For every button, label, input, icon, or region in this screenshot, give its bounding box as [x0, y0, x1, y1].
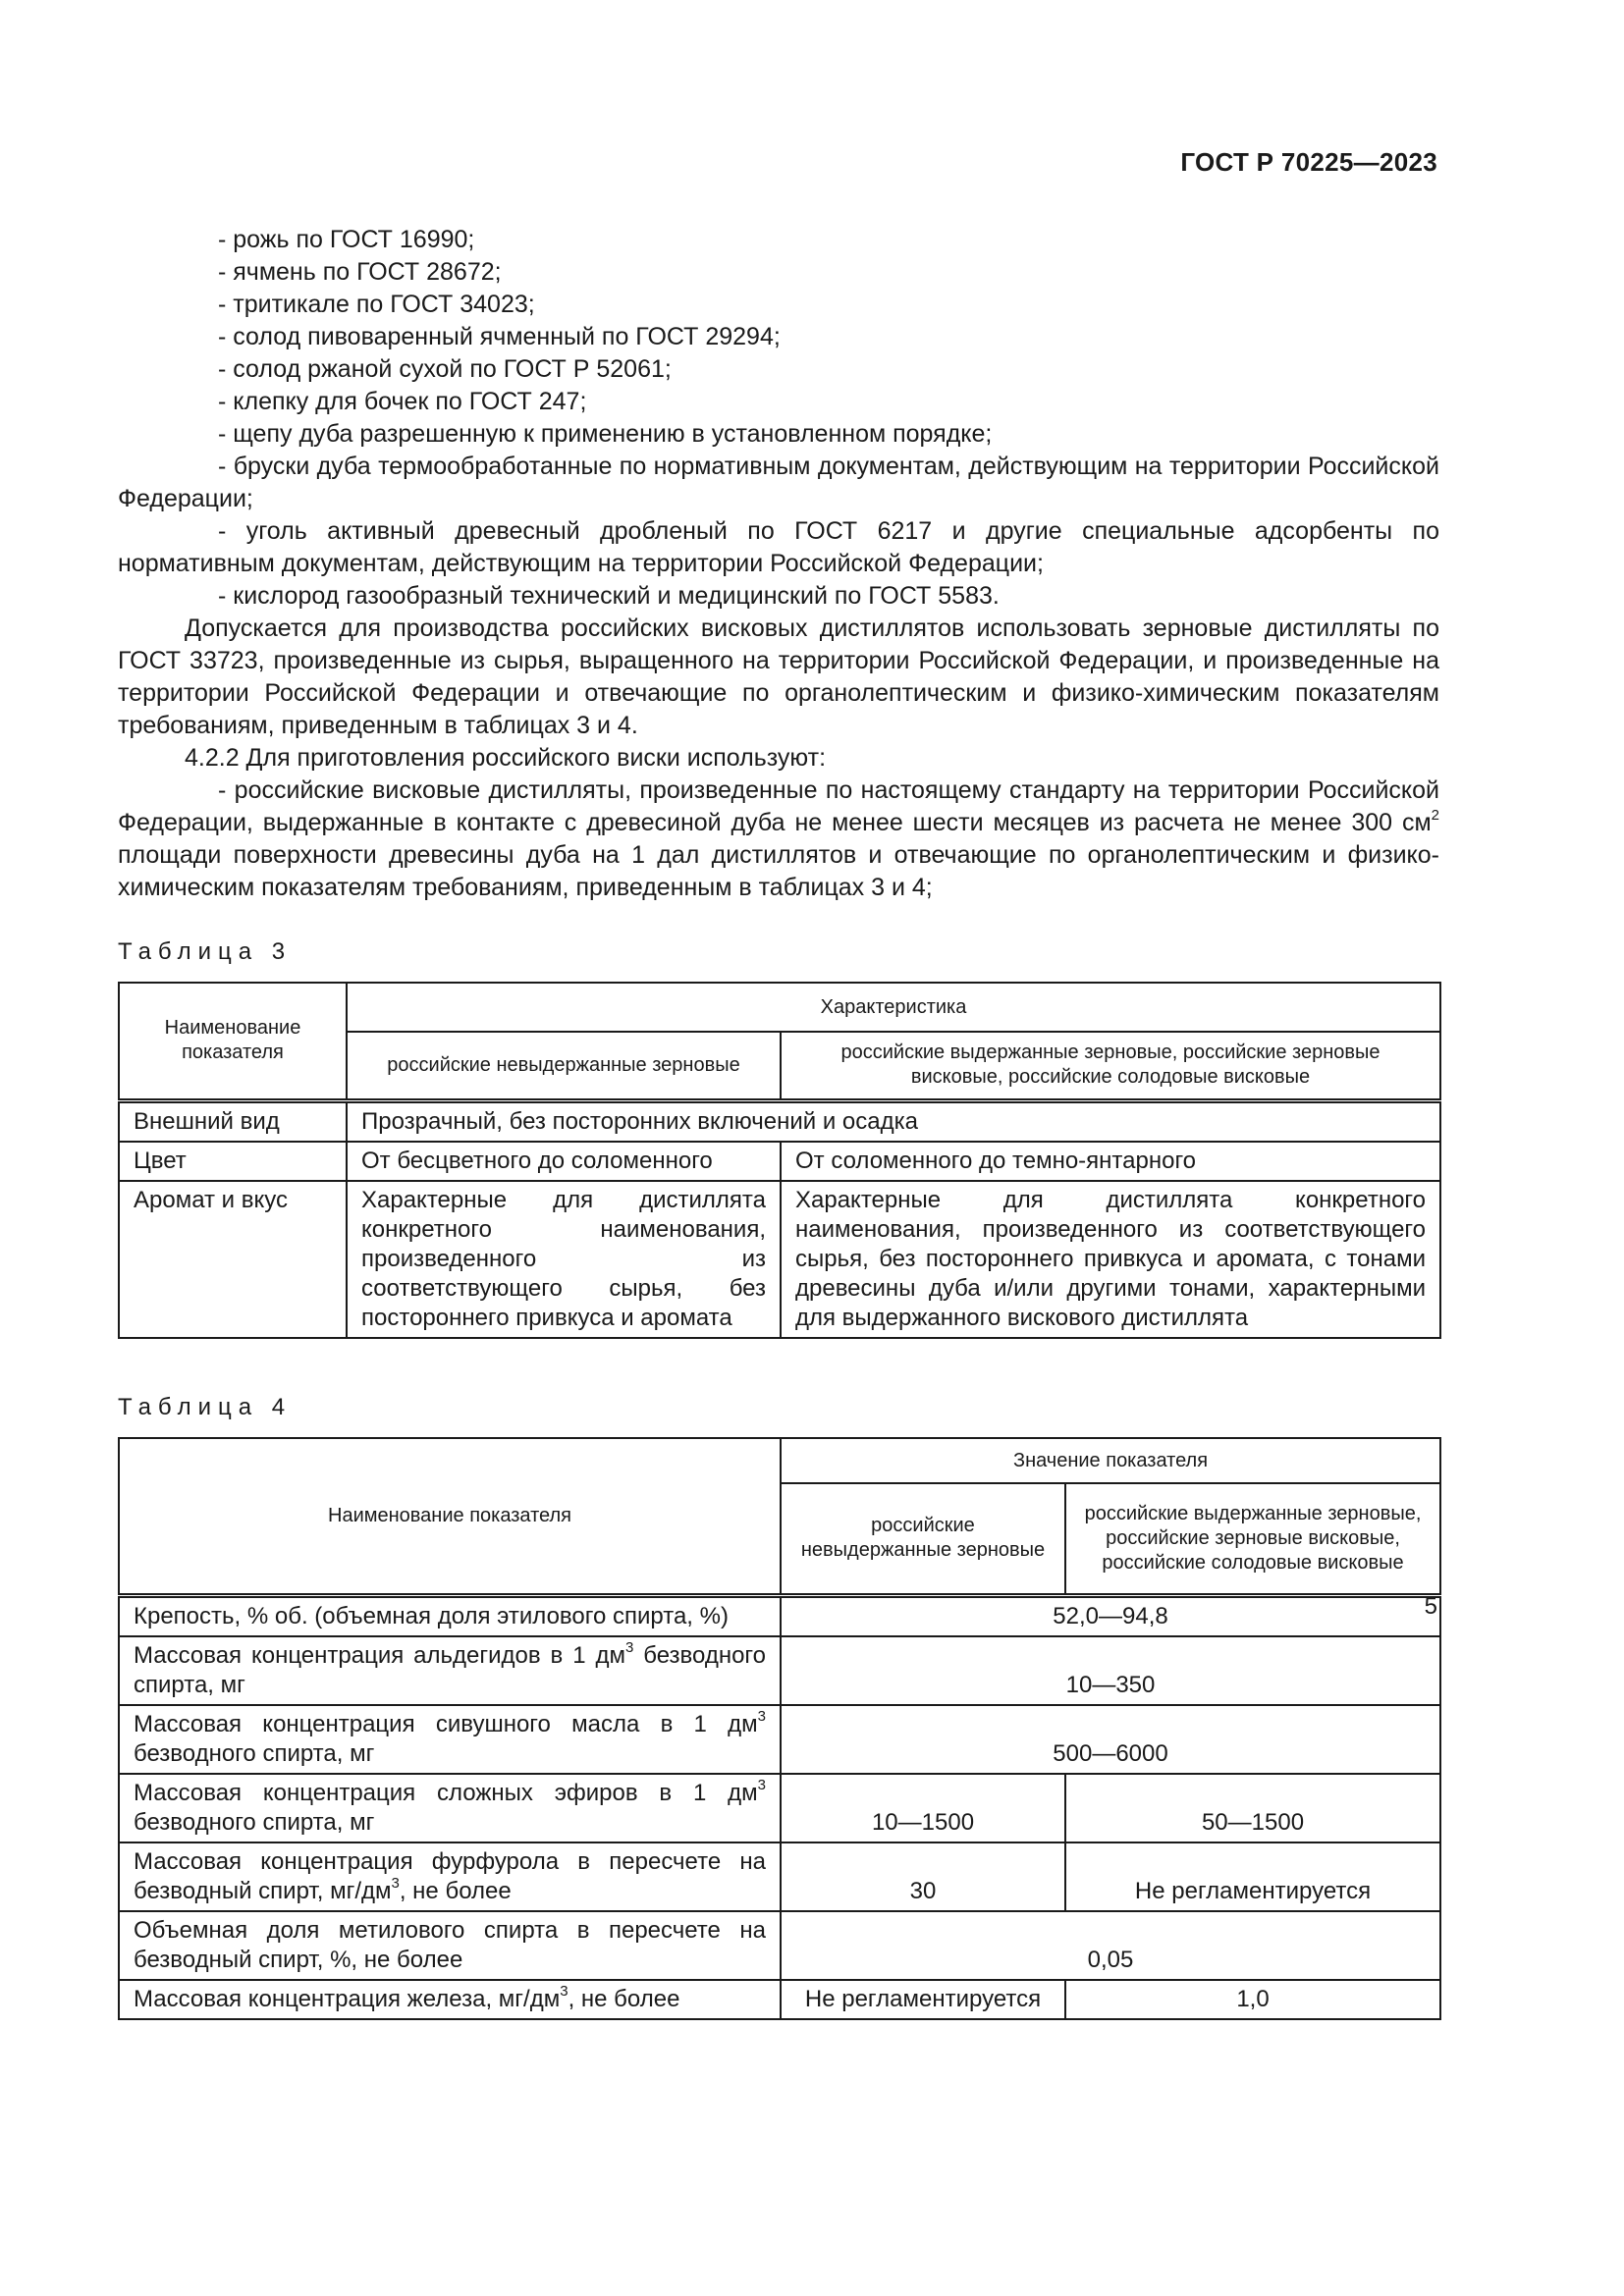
table-3-head-col1: российские невыдержанные зерновые	[347, 1032, 781, 1100]
text-part: , не более	[568, 1985, 680, 2012]
text-part: безводного спирта, мг	[134, 1739, 375, 1767]
table-row	[119, 1142, 1440, 1181]
table-cell: От бесцветного до соломенного	[347, 1142, 781, 1181]
table-row	[119, 1636, 1440, 1705]
table-cell	[119, 1842, 781, 1911]
text-part: - российские висковые дистилляты, произведенные по настоящему стандарту на территории Российской Федерации, выдержанные в контакте с древесиной дуба не менее шести месяцев из расчета не менее 300 см	[118, 776, 1439, 836]
table-cell: Не регламентируется	[781, 1980, 1065, 2019]
table-cell: Прозрачный, без посторонних включений и осадка	[347, 1100, 1440, 1142]
table-3-caption: Таблица 3	[118, 938, 293, 965]
table-row	[119, 1842, 1440, 1911]
table-cell	[119, 1705, 781, 1774]
table-cell: Цвет	[119, 1142, 347, 1181]
text-part: Массовая концентрация железа, мг/дм	[134, 1985, 561, 2012]
table-3-head-col2: российские выдержанные зерновые, российские зерновые висковые, российские солодовые висковые	[781, 1032, 1440, 1100]
table-row	[119, 1595, 1440, 1636]
table-cell: 50—1500	[1065, 1774, 1440, 1842]
table-4-head-name: Наименование показателя	[119, 1438, 781, 1595]
table-row	[119, 1100, 1440, 1142]
superscript: 3	[624, 1638, 634, 1656]
table-3-head-char: Характеристика	[347, 983, 1440, 1032]
table-cell: От соломенного до темно-янтарного	[781, 1142, 1440, 1181]
list-item: - бруски дуба термообработанные по нормативным документам, действующим на территории Российской Федерации;	[118, 453, 1439, 512]
table-cell: 10—1500	[781, 1774, 1065, 1842]
table-cell: Не регламентируется	[1065, 1842, 1440, 1911]
list-item: - щепу дуба разрешенную к применению в установленном порядке;	[218, 420, 993, 448]
table-row	[119, 1181, 1440, 1338]
superscript: 3	[757, 1776, 766, 1793]
table-cell: 500—6000	[781, 1705, 1440, 1774]
table-cell	[119, 1774, 781, 1842]
text-part: площади поверхности древесины дуба на 1 дал дистиллятов и отвечающие по органолептическим и физико-химическим показателям требованиям, приведенным в таблицах 3 и 4;	[118, 841, 1439, 901]
clause-4-2-2: 4.2.2 Для приготовления российского виски используют:	[185, 744, 827, 772]
table-4-head-col1: российские невыдержанные зерновые	[781, 1483, 1065, 1595]
table-4-head-col2: российские выдержанные зерновые, российские зерновые висковые, российские солодовые висковые	[1065, 1483, 1440, 1595]
text-part: Массовая концентрация сивушного масла в 1 дм	[134, 1710, 758, 1737]
text-part: Массовая концентрация сложных эфиров в 1 дм	[134, 1779, 758, 1806]
text-part: Массовая концентрация альдегидов в 1 дм	[134, 1641, 625, 1669]
paragraph: Допускается для производства российских висковых дистиллятов использовать зерновые дистилляты по ГОСТ 33723, произведенные из сырья, выращенного на территории Российской Федерации, и произведенные на территории Российской Федерации и отвечающие по органолептическим и физико-химическим показателям требованиям, приведенным в таблицах 3 и 4.	[118, 614, 1439, 739]
document-header: ГОСТ Р 70225—2023	[1180, 147, 1437, 177]
text-part: , не более	[399, 1877, 512, 1904]
table-cell	[119, 1636, 781, 1705]
table-cell: 30	[781, 1842, 1065, 1911]
superscript: 2	[1431, 806, 1439, 824]
table-cell: 0,05	[781, 1911, 1440, 1980]
list-item: - солод пивоваренный ячменный по ГОСТ 29294;	[218, 323, 781, 350]
table-cell: 10—350	[781, 1636, 1440, 1705]
page-number: 5	[1424, 1593, 1437, 1620]
table-4	[118, 1437, 1441, 2020]
list-item	[118, 774, 1439, 904]
table-cell: 1,0	[1065, 1980, 1440, 2019]
table-row	[119, 1911, 1440, 1980]
table-4-head-value: Значение показателя	[781, 1438, 1440, 1483]
table-cell: Аромат и вкус	[119, 1181, 347, 1338]
list-item: - рожь по ГОСТ 16990;	[218, 226, 475, 253]
text-part: Массовая концентрация фурфурола в пересчете на безводный спирт, мг/дм	[134, 1847, 766, 1904]
table-3-head-name: Наименование показателя	[119, 983, 347, 1100]
table-cell: 52,0—94,8	[781, 1595, 1440, 1636]
table-cell: Крепость, % об. (объемная доля этилового спирта, %)	[119, 1595, 781, 1636]
table-cell	[119, 1980, 781, 2019]
text-part: безводного спирта, мг	[134, 1641, 767, 1698]
body-text	[118, 224, 1439, 904]
table-row	[119, 1980, 1440, 2019]
table-cell: Объемная доля метилового спирта в пересчете на безводный спирт, %, не более	[119, 1911, 781, 1980]
list-item: - уголь активный древесный дробленый по ГОСТ 6217 и другие специальные адсорбенты по нормативным документам, действующим на территории Российской Федерации;	[118, 517, 1439, 577]
superscript: 3	[757, 1707, 766, 1725]
list-item: - тритикале по ГОСТ 34023;	[218, 291, 535, 318]
list-item: - ячмень по ГОСТ 28672;	[218, 258, 502, 286]
text-part: безводного спирта, мг	[134, 1808, 375, 1836]
table-4-caption: Таблица 4	[118, 1394, 293, 1420]
list-item: - клепку для бочек по ГОСТ 247;	[218, 388, 587, 415]
superscript: 3	[560, 1982, 568, 2000]
list-item: - солод ржаной сухой по ГОСТ Р 52061;	[218, 355, 672, 383]
superscript: 3	[391, 1874, 400, 1892]
table-cell: Характерные для дистиллята конкретного наименования, произведенного из соответствующего сырья, без постороннего привкуса и аромата, с тонами древесины дуба и/или другими тонами, характерными для выдержанного вискового дистиллята	[781, 1181, 1440, 1338]
table-row	[119, 1774, 1440, 1842]
table-3	[118, 982, 1441, 1339]
table-cell: Внешний вид	[119, 1100, 347, 1142]
table-row	[119, 1705, 1440, 1774]
list-item: - кислород газообразный технический и медицинский по ГОСТ 5583.	[218, 582, 1000, 610]
table-cell: Характерные для дистиллята конкретного наименования, произведенного из соответствующего сырья, без постороннего привкуса и аромата	[347, 1181, 781, 1338]
